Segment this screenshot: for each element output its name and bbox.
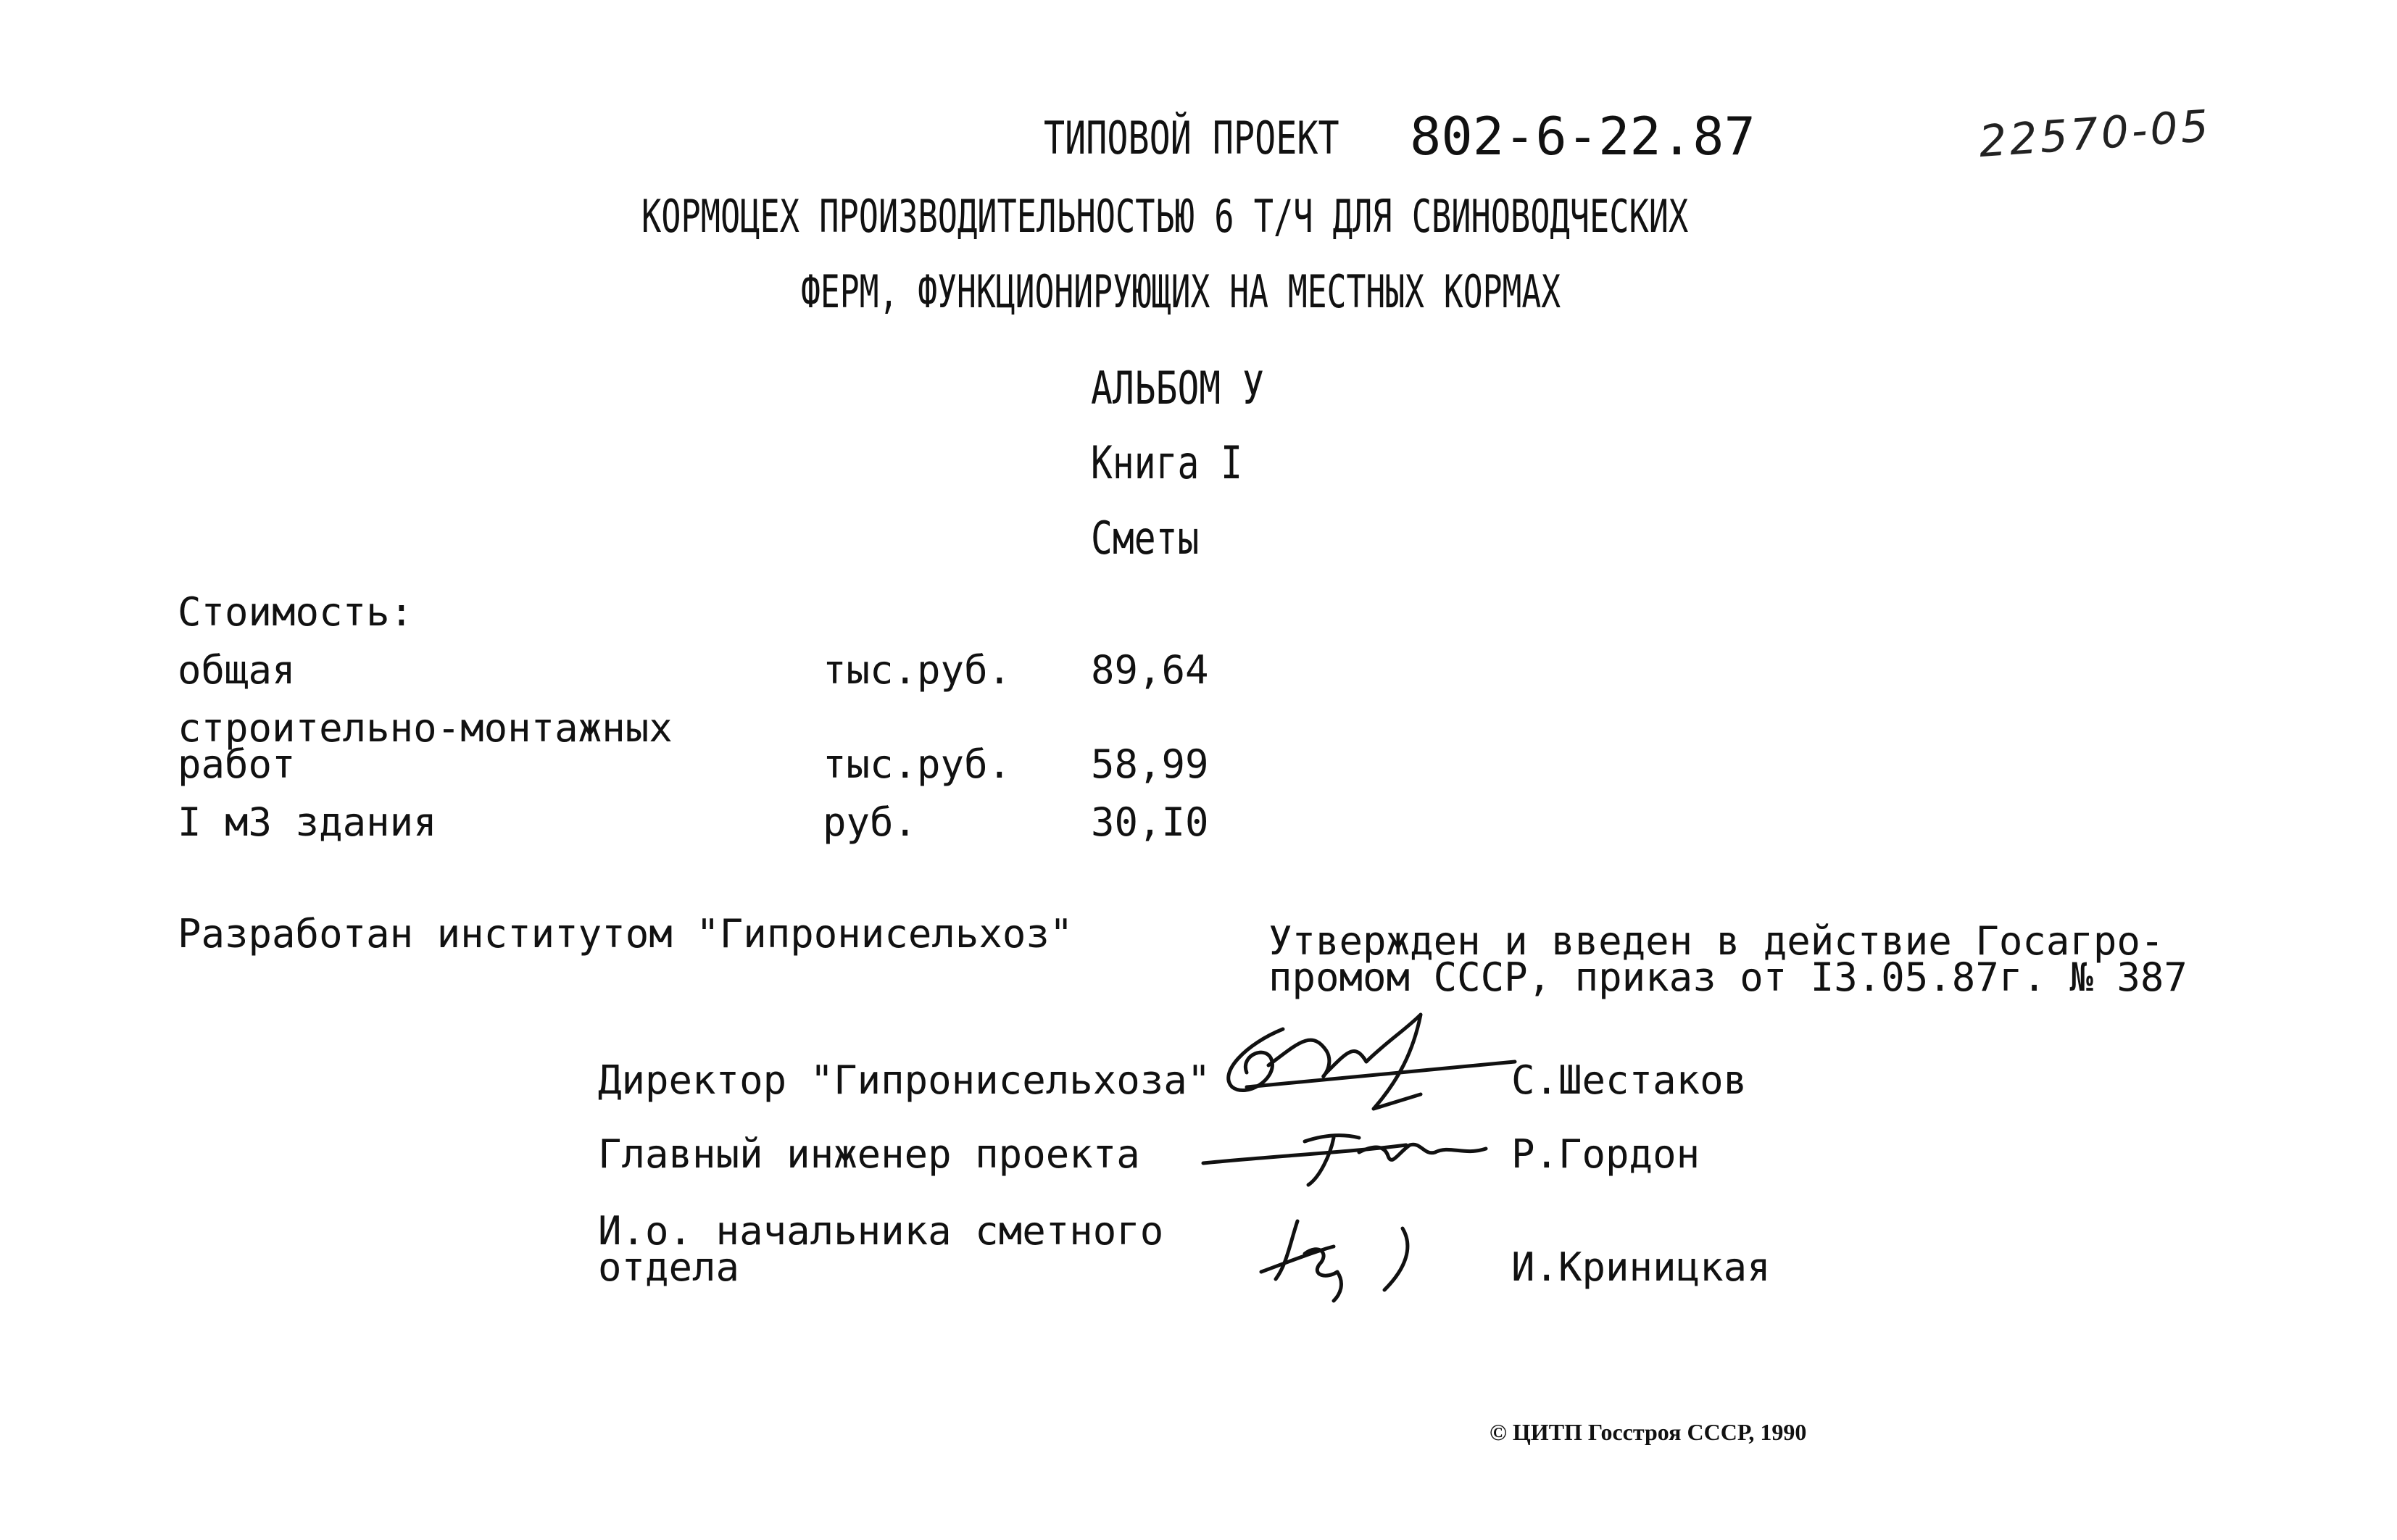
signatory-name-director: С.Шестаков xyxy=(1511,1057,1748,1103)
title-line-2: ФЕРМ, ФУНКЦИОНИРУЮЩИХ НА МЕСТНЫХ КОРМАХ xyxy=(801,265,1561,318)
cost-total-unit: тыс.руб. xyxy=(823,647,1012,693)
project-number: 802-6-22.87 xyxy=(1410,106,1756,167)
signature-chief-engineer xyxy=(1189,1112,1500,1192)
signature-director xyxy=(1203,1000,1515,1123)
cost-total-label: общая xyxy=(178,647,296,693)
album-label: АЛЬБОМ У xyxy=(1091,362,1264,415)
inventory-number: 22570-05 xyxy=(1977,100,2213,168)
project-label: ТИПОВОЙ ПРОЕКТ xyxy=(1044,112,1339,165)
signatory-role-chief-engineer: Главный инженер проекта xyxy=(598,1131,1140,1177)
signatory-name-chief-engineer: Р.Гордон xyxy=(1511,1131,1700,1177)
approval-line-2: промом СССР, приказ от I3.05.87г. № 387 xyxy=(1268,954,2188,1000)
signatory-role-estimate-head-2: отдела xyxy=(598,1244,740,1290)
book-label: Книга I xyxy=(1091,436,1243,489)
copyright-notice: © ЦИТП Госстроя СССР, 1990 xyxy=(1490,1419,1807,1445)
signature-estimate-head xyxy=(1247,1210,1435,1304)
signatory-role-director: Директор "Гипронисельхоза" xyxy=(598,1057,1211,1103)
signatory-name-estimate-head: И.Криницкая xyxy=(1511,1244,1771,1290)
developer-text: Разработан институтом "Гипронисельхоз" xyxy=(178,911,1073,957)
cost-construction-label-2: работ xyxy=(178,741,296,787)
approval-line-1: Утвержден и введен в действие Госагро- xyxy=(1268,918,2164,964)
section-label: Сметы xyxy=(1091,512,1200,565)
cost-per-m3-value: 30,I0 xyxy=(1091,799,1209,845)
signatory-role-estimate-head-1: И.о. начальника сметного xyxy=(598,1208,1164,1254)
cost-per-m3-label: I м3 здания xyxy=(178,799,437,845)
cost-construction-value: 58,99 xyxy=(1091,741,1209,787)
cost-heading: Стоимость: xyxy=(178,589,414,635)
cost-total-value: 89,64 xyxy=(1091,647,1209,693)
cost-construction-label-1: строительно-монтажных xyxy=(178,705,673,751)
cost-per-m3-unit: руб. xyxy=(823,799,918,845)
cost-construction-unit: тыс.руб. xyxy=(823,741,1012,787)
title-line-1: КОРМОЦЕХ ПРОИЗВОДИТЕЛЬНОСТЬЮ 6 Т/Ч ДЛЯ СВИНОВОДЧЕСКИХ xyxy=(641,190,1689,243)
